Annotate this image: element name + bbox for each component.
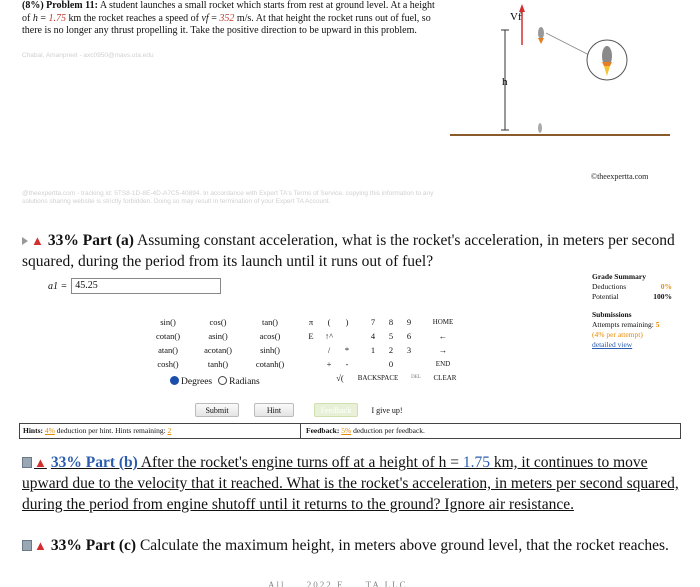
- calc-close-paren[interactable]: ): [345, 317, 349, 327]
- calc-9[interactable]: 9: [406, 317, 412, 327]
- calc-clear[interactable]: CLEAR: [433, 374, 457, 382]
- vf-label: Vf: [510, 11, 522, 23]
- calc-power[interactable]: ↑^: [324, 331, 334, 341]
- h-value: 1.75: [48, 12, 66, 24]
- calc-right-arrow[interactable]: →: [438, 345, 448, 355]
- calc-plus[interactable]: +: [326, 359, 332, 369]
- document-icon: [22, 457, 32, 468]
- degrees-label: Degrees: [181, 377, 213, 387]
- calc-8[interactable]: 8: [388, 317, 394, 327]
- part-c-question: Calculate the maximum height, in meters above ground level, that the rocket reaches.: [139, 537, 669, 554]
- per-attempt: (4% per attempt): [592, 330, 643, 339]
- calc-cosh[interactable]: cosh(): [157, 359, 179, 369]
- calc-tanh[interactable]: tanh(): [207, 359, 229, 369]
- problem-text-1: A student launches a small rocket which starts from rest at ground level. At a height of: [22, 0, 435, 24]
- grade-summary: [592, 272, 672, 350]
- document-icon: [22, 540, 32, 551]
- calc-del[interactable]: DEL: [411, 375, 421, 380]
- calc-tan[interactable]: tan(): [261, 317, 279, 327]
- calc-0[interactable]: 0: [388, 359, 394, 369]
- rocket-small-icon: [538, 27, 544, 44]
- part-a-title: [22, 230, 682, 272]
- problem-text-3: m/s. At that height the rocket runs out of fuel, so there is no longer any thrust propelling it. Take the positive direction to be upward in this problem.: [22, 12, 431, 36]
- part-b-question-1: After the rocket's engine turns off at a height of h =: [140, 454, 459, 471]
- calc-sinh[interactable]: sinh(): [260, 345, 280, 355]
- give-up-button[interactable]: I give up!: [364, 403, 410, 417]
- calc-sin[interactable]: sin(): [160, 317, 176, 327]
- hints-remaining: 2: [167, 426, 172, 435]
- hints-info: [23, 424, 171, 438]
- feedback-button[interactable]: Feedback: [314, 403, 358, 417]
- tracking-notice: @theexpertta.com - tracking id: 5TS8-1D-8E-4D-A7C5-40894. In accordance with Expert TA's Terms of Service. copying this information to any solutions sharing website is strictly forbidden. Doing so may result in termination of your Expert TA Account.: [22, 190, 434, 205]
- hints-label: Hints:: [23, 426, 44, 435]
- potential-label: Potential: [592, 292, 619, 301]
- attempts-label: Attempts remaining:: [592, 320, 654, 329]
- calc-5[interactable]: 5: [388, 331, 394, 341]
- part-c-title[interactable]: [22, 535, 682, 556]
- calc-cotanh[interactable]: cotanh(): [255, 359, 285, 369]
- radians-label: Radians: [229, 377, 260, 387]
- part-a-question: Assuming constant acceleration, what is the rocket's acceleration, in meters per second squared, during the period from its launch until it runs out of fuel?: [22, 232, 675, 270]
- part-b-title[interactable]: [22, 452, 682, 515]
- v-symbol: vf: [201, 12, 209, 24]
- part-c-percent: 33% Part (c): [50, 537, 137, 554]
- calc-e[interactable]: E: [308, 331, 314, 341]
- part-a-percent: 33% Part (a): [47, 232, 134, 249]
- calc-7[interactable]: 7: [370, 317, 376, 327]
- calc-3[interactable]: 3: [406, 345, 412, 355]
- degrees-option[interactable]: [170, 376, 212, 387]
- hints-feedback-bar: [19, 423, 681, 439]
- calc-end[interactable]: END: [435, 360, 451, 368]
- problem-text-2: km the rocket reaches a speed of: [68, 12, 199, 24]
- radio-selected-icon[interactable]: [170, 376, 179, 385]
- h-symbol: h: [32, 12, 38, 24]
- calc-divide[interactable]: /: [327, 345, 331, 355]
- hint-button[interactable]: Hint: [254, 403, 294, 417]
- calc-acos[interactable]: acos(): [259, 331, 281, 341]
- calc-open-paren[interactable]: (: [327, 317, 331, 327]
- part-b-percent[interactable]: 33% Part (b): [50, 454, 138, 471]
- expand-triangle-icon[interactable]: [22, 237, 28, 245]
- calc-acotan[interactable]: acotan(): [204, 345, 232, 355]
- warning-icon: ▲: [31, 233, 44, 248]
- calc-left-arrow[interactable]: ←: [438, 331, 448, 341]
- footer-cutoff: All ... 2022 E ... TA LLC: [268, 580, 408, 587]
- deductions-value: 0%: [660, 282, 672, 291]
- deductions-label: Deductions: [592, 282, 627, 291]
- feedback-text: deduction per feedback.: [353, 426, 425, 435]
- feedback-label: Feedback:: [306, 426, 340, 435]
- answer-variable: a1 =: [48, 280, 68, 292]
- calc-sqrt[interactable]: √(: [336, 373, 344, 383]
- hints-text: deduction per hint. Hints remaining:: [56, 426, 166, 435]
- calc-backspace[interactable]: BACKSPACE: [357, 374, 399, 382]
- feedback-info: [306, 424, 425, 438]
- h-label: h: [502, 76, 508, 88]
- calc-pi[interactable]: π: [308, 317, 314, 327]
- calc-multiply[interactable]: *: [344, 345, 350, 355]
- calc-cos[interactable]: cos(): [209, 317, 227, 327]
- attempts-value: 5: [655, 320, 660, 329]
- detailed-view-link[interactable]: detailed view: [592, 340, 633, 349]
- calc-atan[interactable]: atan(): [158, 345, 178, 355]
- student-email: Chabal, Amanpreet - axc0950@mavs.uta.edu: [22, 52, 154, 59]
- calc-2[interactable]: 2: [388, 345, 394, 355]
- problem-label: (8%) Problem 11:: [22, 0, 98, 11]
- warning-icon: ▲: [34, 455, 47, 470]
- hints-pct: 4%: [44, 426, 55, 435]
- radio-icon[interactable]: [218, 376, 227, 385]
- submit-button[interactable]: Submit: [195, 403, 239, 417]
- radians-option[interactable]: [218, 376, 260, 387]
- feedback-pct: 5%: [341, 426, 352, 435]
- rocket-ground-icon: [538, 123, 542, 133]
- potential-value: 100%: [653, 292, 672, 301]
- problem-statement: (8%) Problem 11: A student launches a small rocket which starts from rest at ground level. At a height of h = 1.75 km the rocket reaches a speed of vf = 352 m/s. At that height the rocket runs out of fuel, so there is no longer any thrust propelling it. Take the positive direction to be upward in this problem.: [22, 0, 435, 36]
- v-value: 352: [219, 12, 235, 24]
- part-b-question-2: km, it continues to move upward due to the velocity that it reached. What is the rocket's acceleration, in meters per second squared, during the period from engine shutoff until it returns to the ground? Ignore air resistance.: [22, 454, 679, 513]
- calc-cotan[interactable]: cotan(): [155, 331, 181, 341]
- answer-input[interactable]: 45.25: [71, 278, 221, 294]
- warning-icon: ▲: [34, 538, 47, 553]
- calc-minus[interactable]: -: [345, 359, 349, 369]
- calc-4[interactable]: 4: [370, 331, 376, 341]
- copyright: ©theexpertta.com: [591, 172, 649, 181]
- rocket-figure: [440, 0, 690, 190]
- part-b-h-value: 1.75: [462, 454, 490, 471]
- submissions-title: Submissions: [592, 310, 632, 319]
- calc-6[interactable]: 6: [406, 331, 412, 341]
- answer-row: [48, 278, 221, 294]
- calc-home[interactable]: HOME: [432, 318, 454, 326]
- calc-asin[interactable]: asin(): [208, 331, 228, 341]
- calc-1[interactable]: 1: [370, 345, 376, 355]
- grade-summary-title: Grade Summary: [592, 272, 646, 281]
- angle-mode: [170, 376, 260, 387]
